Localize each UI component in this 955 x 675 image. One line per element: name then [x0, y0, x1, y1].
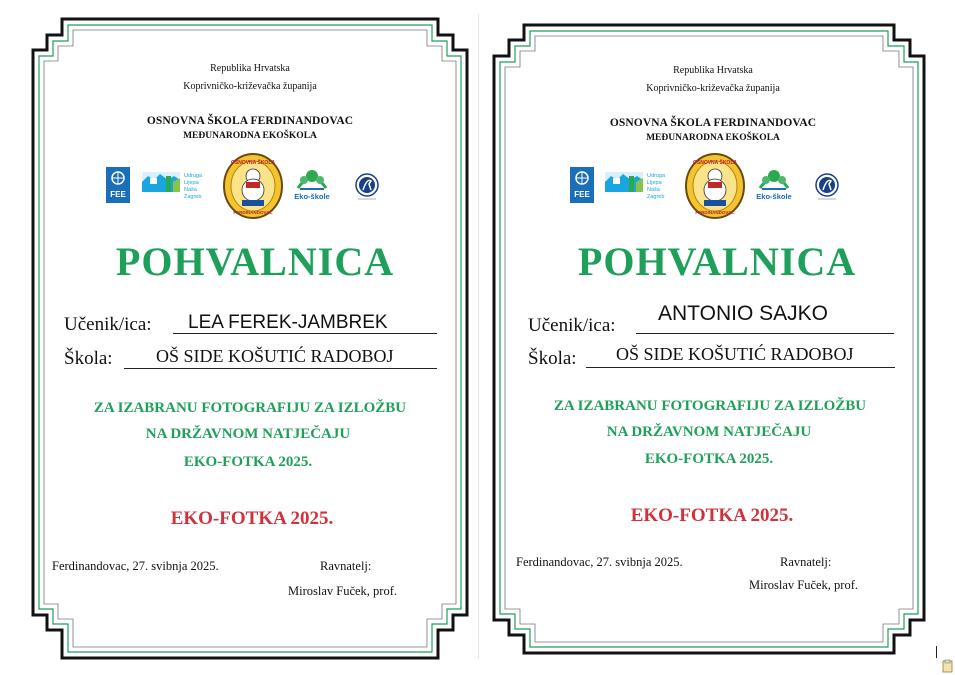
stork-badge-icon — [352, 172, 382, 202]
event-title: EKO-FOTKA 2025. — [170, 508, 334, 529]
principal-label: Ravnatelj: — [320, 559, 372, 573]
school-name: OSNOVNA ŠKOLA FERDINANDOVAC — [609, 117, 817, 129]
svg-text:Udruga: Udruga — [184, 173, 203, 179]
svg-text:Zagreb: Zagreb — [184, 194, 202, 200]
student-school: OŠ SIDE KOŠUTIĆ RADOBOJ — [156, 346, 394, 366]
school-seal-icon — [684, 152, 746, 220]
svg-text:Udruga: Udruga — [647, 173, 666, 179]
reason-line-1: ZA IZABRANU FOTOGRAFIJU ZA IZLOŽBU — [93, 400, 407, 416]
reason-line-3: EKO-FOTKA 2025. — [183, 454, 313, 470]
fee-logo-icon — [106, 167, 130, 203]
school-label: Škola: — [64, 348, 113, 369]
principal-name: Miroslav Fuček, prof. — [749, 578, 859, 592]
svg-text:Naša: Naša — [184, 187, 197, 193]
udruga-logo-icon — [140, 168, 210, 200]
reason-line-1: ZA IZABRANU FOTOGRAFIJU ZA IZLOŽBU — [553, 398, 867, 414]
county-text: Koprivničko-križevačka županija — [646, 83, 780, 94]
school-seal-icon — [222, 152, 284, 220]
certificate-title: POHVALNICA — [577, 239, 857, 284]
eko-skole-logo-icon — [292, 164, 332, 202]
eco-school-text: MEĐUNARODNA EKOŠKOLA — [183, 131, 317, 141]
reason-line-2: NA DRŽAVNOM NATJEČAJU — [606, 424, 812, 440]
school-underline — [124, 368, 437, 369]
svg-text:Eko-škole: Eko-škole — [294, 192, 330, 201]
school-underline — [586, 367, 895, 368]
svg-text:FERDINANDOVAC: FERDINANDOVAC — [695, 210, 735, 215]
certificate-title: POHVALNICA — [115, 239, 395, 284]
svg-text:OSNOVNA ŠKOLA: OSNOVNA ŠKOLA — [693, 160, 737, 166]
svg-text:OSNOVNA ŠKOLA: OSNOVNA ŠKOLA — [231, 160, 275, 166]
place-date: Ferdinandovac, 27. svibnja 2025. — [52, 559, 219, 573]
student-label: Učenik/ica: — [64, 314, 152, 335]
student-name: LEA FEREK-JAMBREK — [188, 312, 388, 333]
svg-text:FEE: FEE — [574, 190, 590, 199]
certificate-page-2 — [478, 0, 955, 675]
svg-text:Eko-škole: Eko-škole — [756, 192, 792, 201]
principal-name: Miroslav Fuček, prof. — [288, 584, 398, 598]
student-underline — [636, 333, 894, 334]
svg-text:Zagreb: Zagreb — [647, 194, 665, 200]
reason-line-3: EKO-FOTKA 2025. — [644, 451, 774, 467]
certificate-frame — [478, 0, 955, 675]
svg-text:Naša: Naša — [647, 187, 660, 193]
eco-school-text: MEĐUNARODNA EKOŠKOLA — [646, 133, 780, 143]
udruga-logo-icon — [603, 168, 673, 200]
principal-label: Ravnatelj: — [780, 555, 832, 569]
svg-text:Lijepa: Lijepa — [647, 180, 662, 186]
student-school: OŠ SIDE KOŠUTIĆ RADOBOJ — [616, 344, 854, 364]
text-cursor — [936, 646, 937, 658]
reason-line-2: NA DRŽAVNOM NATJEČAJU — [145, 426, 351, 442]
svg-text:FEE: FEE — [110, 190, 126, 199]
event-title: EKO-FOTKA 2025. — [630, 505, 794, 526]
student-label: Učenik/ica: — [528, 315, 616, 336]
stork-badge-icon — [812, 172, 842, 202]
fee-logo-icon — [570, 167, 594, 203]
svg-text:FERDINANDOVAC: FERDINANDOVAC — [233, 210, 273, 215]
school-label: Škola: — [528, 348, 577, 369]
student-name: ANTONIO SAJKO — [658, 302, 828, 325]
paste-options-icon[interactable] — [942, 659, 954, 673]
county-text: Koprivničko-križevačka županija — [183, 81, 317, 92]
place-date: Ferdinandovac, 27. svibnja 2025. — [516, 555, 683, 569]
eko-skole-logo-icon — [754, 164, 794, 202]
school-name: OSNOVNA ŠKOLA FERDINANDOVAC — [146, 115, 354, 127]
country-text: Republika Hrvatska — [673, 65, 753, 76]
country-text: Republika Hrvatska — [210, 63, 290, 74]
svg-text:Lijepa: Lijepa — [184, 180, 199, 186]
